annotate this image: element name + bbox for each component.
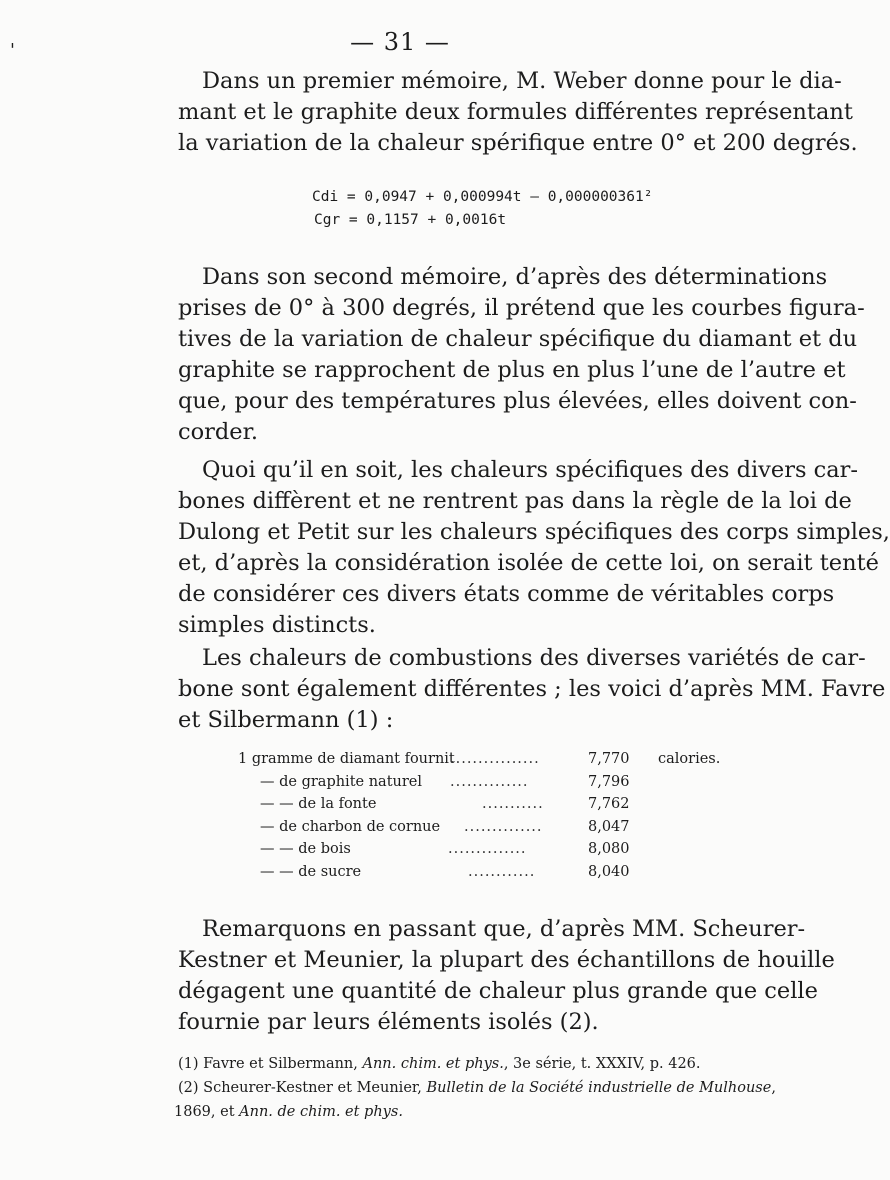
- text-line: tives de la variation de chaleur spécifique du diamant et du: [178, 326, 858, 352]
- row-unit: calories.: [658, 751, 721, 767]
- margin-mark: ': [10, 40, 15, 61]
- row-value: 7,770: [588, 751, 630, 767]
- footnote-2-continued: [174, 1100, 752, 1124]
- text-line: corder.: [178, 419, 259, 445]
- text-line: Remarquons en passant que, d’après MM. Scheurer-: [202, 916, 806, 942]
- table-row: [238, 838, 698, 861]
- formula-diamond: Cdi = 0,0947 + 0,000994t — 0,000000361²: [312, 189, 653, 205]
- row-label: — — de sucre: [260, 863, 362, 880]
- row-value: 7,762: [588, 796, 630, 813]
- text-line: Dans un premier mémoire, M. Weber donne pour le dia-: [202, 68, 842, 94]
- table-row: [238, 861, 698, 884]
- text-line: de considérer ces divers états comme de véritables corps: [178, 581, 835, 607]
- footnote-2: [178, 1076, 776, 1100]
- paragraph-combustion-heats: [178, 643, 886, 736]
- row-value: 8,047: [588, 818, 630, 835]
- table-row: [238, 771, 698, 794]
- footnote-citation: Ann. de chim. et phys.: [239, 1104, 403, 1120]
- leader-dots: ............: [468, 863, 536, 880]
- table-row: [238, 748, 721, 771]
- combustion-table: [238, 748, 721, 884]
- table-row: [238, 793, 698, 816]
- row-value: 8,040: [588, 863, 630, 880]
- row-label: — — de bois: [260, 841, 351, 858]
- text-line: bone sont également différentes ; les voici d’après MM. Favre: [178, 676, 886, 702]
- footnote-citation: Ann. chim. et phys.: [362, 1056, 504, 1072]
- text-line: simples distincts.: [178, 612, 376, 638]
- text-line: bones diffèrent et ne rentrent pas dans la règle de la loi de: [178, 488, 852, 514]
- row-value: 8,080: [588, 841, 630, 858]
- paragraph-weber-first-memoir: [178, 66, 858, 159]
- text-line: mant et le graphite deux formules différentes représentant: [178, 99, 853, 125]
- paragraph-dulong-petit: [178, 455, 890, 641]
- footnote-1: [178, 1052, 752, 1076]
- text-line: et, d’après la considération isolée de cette loi, on serait tenté: [178, 550, 879, 576]
- leader-dots: ................: [450, 751, 540, 767]
- row-label: 1 gramme de diamant fournit: [238, 751, 455, 767]
- footnote-citation: Bulletin de la Société industrielle de Mulhouse: [426, 1080, 772, 1096]
- row-label: — — de la fonte: [260, 796, 377, 813]
- text-line: que, pour des températures plus élevées, elles doivent con-: [178, 388, 857, 414]
- text-line: Quoi qu’il en soit, les chaleurs spécifiques des divers car-: [202, 457, 859, 483]
- formula-graphite: Cgr = 0,1157 + 0,0016t: [314, 212, 507, 228]
- text-line: prises de 0° à 300 degrés, il prétend que les courbes figura-: [178, 295, 865, 321]
- leader-dots: ..............: [464, 818, 543, 835]
- leader-dots: ..............: [448, 841, 527, 858]
- text-line: Kestner et Meunier, la plupart des échantillons de houille: [178, 947, 835, 973]
- paragraph-second-memoir: [178, 262, 865, 448]
- text-line: dégagent une quantité de chaleur plus grande que celle: [178, 978, 818, 1004]
- page-number: — 31 —: [350, 28, 450, 56]
- text-line: Dulong et Petit sur les chaleurs spécifiques des corps simples,: [178, 519, 890, 545]
- row-label: — de graphite naturel: [260, 773, 423, 790]
- footnote-text: (1) Favre et Silbermann,: [178, 1056, 363, 1072]
- text-line: la variation de la chaleur spérifique entre 0° et 200 degrés.: [178, 130, 858, 156]
- formula-block: [312, 186, 652, 232]
- footnote-text: ,: [771, 1080, 776, 1096]
- paragraph-scheurer-kestner: [178, 914, 835, 1038]
- table-row: [238, 816, 698, 839]
- text-line: Les chaleurs de combustions des diverses variétés de car-: [202, 645, 866, 671]
- text-line: Dans son second mémoire, d’après des déterminations: [202, 264, 828, 290]
- text-line: graphite se rapprochent de plus en plus l’une de l’autre et: [178, 357, 846, 383]
- footnote-text: 1869, et: [174, 1104, 240, 1120]
- text-line: fournie par leurs éléments isolés (2).: [178, 1009, 599, 1035]
- row-value: 7,796: [588, 773, 630, 790]
- footnotes: [174, 1052, 776, 1124]
- text-line: et Silbermann (1) :: [178, 707, 394, 733]
- leader-dots: ...........: [482, 796, 544, 813]
- row-label: — de charbon de cornue: [260, 818, 441, 835]
- footnote-text: (2) Scheurer-Kestner et Meunier,: [178, 1080, 427, 1096]
- leader-dots: ..............: [450, 773, 529, 790]
- footnote-text: , 3e série, t. XXXIV, p. 426.: [503, 1056, 701, 1072]
